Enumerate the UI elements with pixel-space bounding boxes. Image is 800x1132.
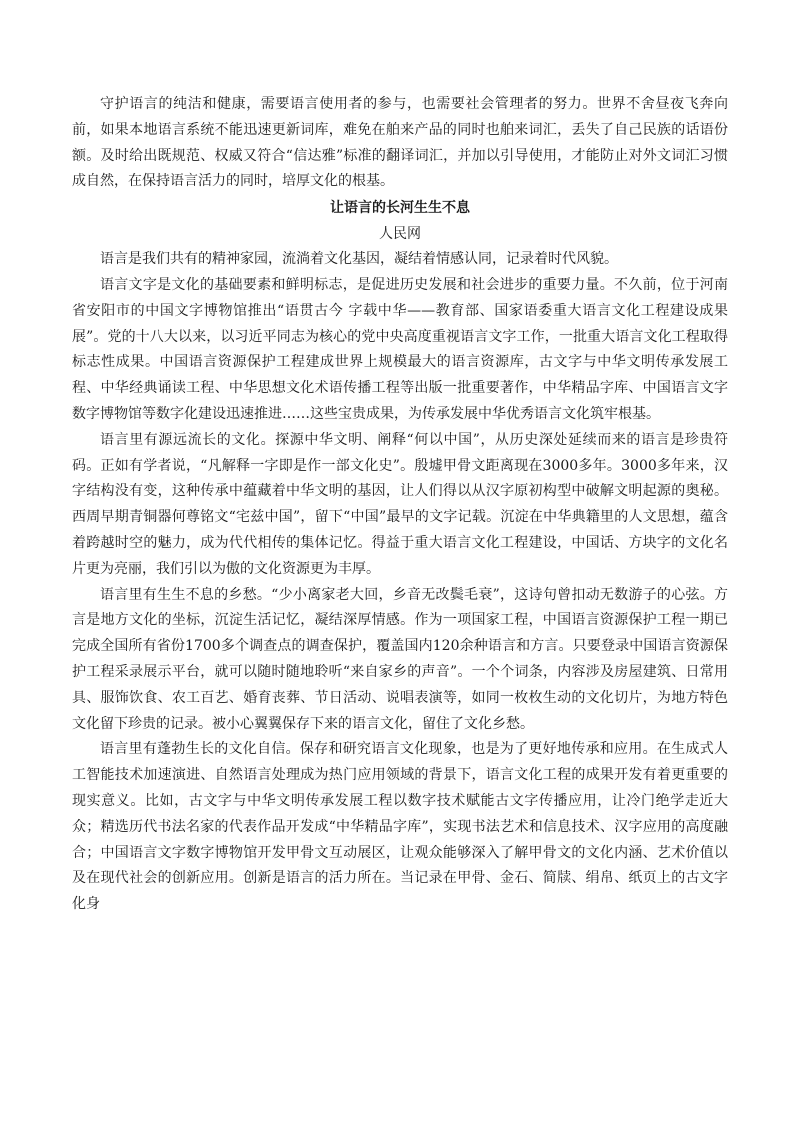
body-paragraph: 语言里有源远流长的文化。探源中华文明、阐释“何以中国”，从历史深处延续而来的语言是珍贵符码。正如有学者说，“凡解释一字即是作一部文化史”。殷墟甲骨文距离现在3000多年。3000多年来，汉字结构没有变，这种传承中蕴藏着中华文明的基因，让人们得以从汉字原初构型中破解文明起源的奥秘。西周早期青铜器何尊铭文“宅兹中国”，留下“中国”最早的文字记载。沉淀在中华典籍里的人文思想，蕴含着跨越时空的魅力，成为代代相传的集体记忆。得益于重大语言文化工程建设，中国话、方块字的文化名片更为亮丽，我们引以为傲的文化资源更为丰厚。	[72, 431, 728, 577]
body-paragraph: 语言是我们共有的精神家园，流淌着文化基因，凝结着情感认同，记录着时代风貌。	[100, 251, 618, 268]
document-page	[72, 92, 728, 918]
body-paragraph: 语言里有蓬勃生长的文化自信。保存和研究语言文化现象，也是为了更好地传承和应用。在生成式人工智能技术加速演进、自然语言处理成为热门应用领域的背景下，语言文化工程的成果开发有着更重要的现实意义。比如，古文字与中华文明传承发展工程以数字技术赋能古文字传播应用，让冷门绝学走近大众；精选历代书法名家的代表作品开发成“中华精品字库”，实现书法艺术和信息技术、汉字应用的高度融合；中国语言文字数字博物馆开发甲骨文互动展区，让观众能够深入了解甲骨文的文化内涵、艺术价值以及在现代社会的创新应用。创新是语言的活力所在。当记录在甲骨、金石、简牍、绢帛、纸页上的古文字化身	[72, 741, 728, 913]
article-source: 人民网	[379, 226, 421, 243]
body-paragraph: 语言里有生生不息的乡愁。“少小离家老大回，乡音无改鬓毛衰”，这诗句曾扣动无数游子的心弦。方言是地方文化的坐标，沉淀生活记忆，凝结深厚情感。作为一项国家工程，中国语言资源保护工程一期已完成全国所有省份1700多个调查点的调查保护，覆盖国内120余种语言和方言。只要登录中国语言资源保护工程采录展示平台，就可以随时随地聆听“来自家乡的声音”。一个个词条，内容涉及房屋建筑、日常用具、服饰饮食、农工百艺、婚育丧葬、节日活动、说唱表演等，如同一枚枚生动的文化切片，为地方特色文化留下珍贵的记录。被小心翼翼保存下来的语言文化，留住了文化乡愁。	[72, 586, 728, 732]
article-title: 让语言的长河生生不息	[330, 200, 470, 217]
body-paragraph: 语言文字是文化的基础要素和鲜明标志，是促进历史发展和社会进步的重要力量。不久前，位于河南省安阳市的中国文字博物馆推出“语贯古今 字载中华——教育部、国家语委重大语言文化工程建设成果展”。党的十八大以来，以习近平同志为核心的党中央高度重视语言文字工作，一批重大语言文化工程取得标志性成果。中国语言资源保护工程建成世界上规模最大的语言资源库，古文字与中华文明传承发展工程、中华经典诵读工程、中华思想文化术语传播工程等出版一批重要著作，中华精品字库、中国语言文字数字博物馆等数字化建设迅速推进……这些宝贵成果，为传承发展中华优秀语言文化筑牢根基。	[72, 276, 728, 422]
intro-paragraph: 守护语言的纯洁和健康，需要语言使用者的参与，也需要社会管理者的努力。世界不舍昼夜飞奔向前，如果本地语言系统不能迅速更新词库，难免在舶来产品的同时也舶来词汇，丢失了自己民族的话语份额。及时给出既规范、权威又符合“信达雅”标准的翻译词汇，并加以引导使用，才能防止对外文词汇习惯成自然，在保持语言活力的同时，培厚文化的根基。	[72, 96, 728, 190]
